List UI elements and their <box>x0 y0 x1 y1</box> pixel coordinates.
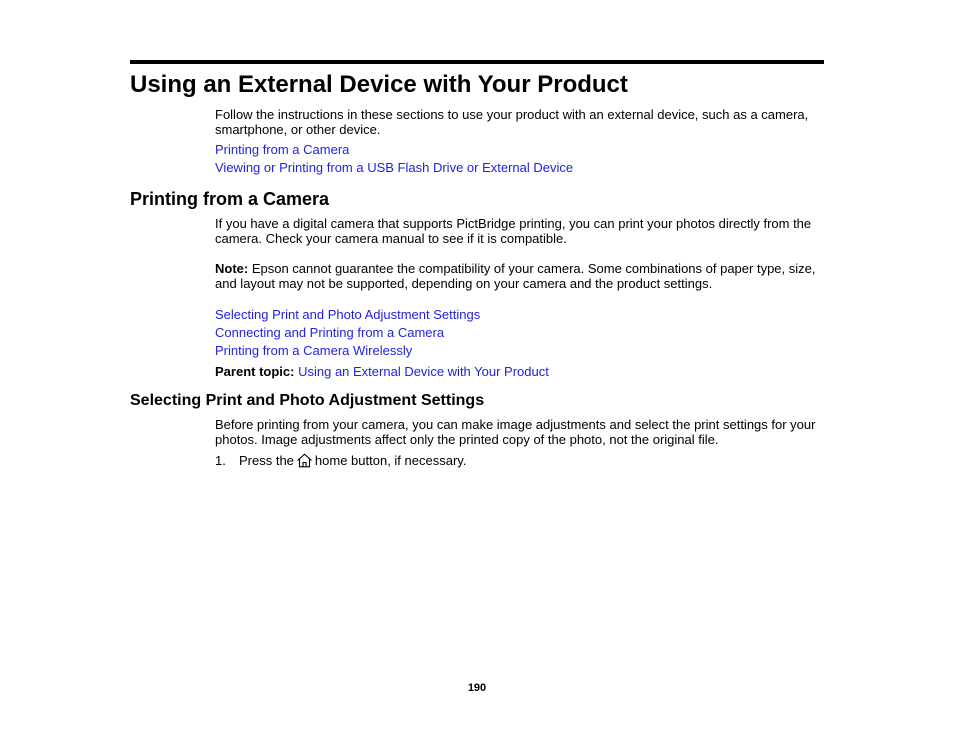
parent-topic-label: Parent topic: <box>215 364 295 379</box>
intro-paragraph: Follow the instructions in these sections to use your product with an external device, such as a camera, smartphone, or other device. <box>215 107 809 137</box>
link-printing-wirelessly[interactable]: Printing from a Camera Wirelessly <box>215 343 413 358</box>
link-printing-from-camera[interactable]: Printing from a Camera <box>215 142 350 157</box>
section-heading-printing-from-camera: Printing from a Camera <box>130 189 330 209</box>
page-number: 190 <box>467 682 487 694</box>
step-text-after: home button, if necessary. <box>314 453 467 468</box>
step-number: 1. <box>215 453 226 468</box>
top-rule <box>130 60 824 64</box>
step-text-before: Press the <box>239 453 294 468</box>
note-text: Epson cannot guarantee the compatibility of your camera. Some combinations of paper type, size, and layout may not be supported, depending on your camera and the product settings. <box>215 261 816 291</box>
subsection-heading: Selecting Print and Photo Adjustment Settings <box>130 392 485 409</box>
section-body: If you have a digital camera that supports PictBridge printing, you can print your photos directly from the camera. Check your camera manual to see if it is compatible. <box>215 216 812 246</box>
note-paragraph <box>215 261 827 291</box>
step-1 <box>215 453 466 468</box>
subsection-body: Before printing from your camera, you can make image adjustments and select the print settings for your photos. Image adjustments affect only the printed copy of the photo, not the original file. <box>215 417 816 447</box>
link-usb-flash-drive[interactable]: Viewing or Printing from a USB Flash Drive or External Device <box>215 160 574 175</box>
page-title: Using an External Device with Your Product <box>130 71 628 98</box>
note-label: Note: <box>215 261 249 276</box>
link-connecting-and-printing[interactable]: Connecting and Printing from a Camera <box>215 325 445 340</box>
parent-topic-link[interactable]: Using an External Device with Your Product <box>298 364 549 379</box>
link-selecting-print-settings[interactable]: Selecting Print and Photo Adjustment Settings <box>215 307 481 322</box>
home-icon <box>296 453 313 468</box>
parent-topic <box>215 364 549 379</box>
